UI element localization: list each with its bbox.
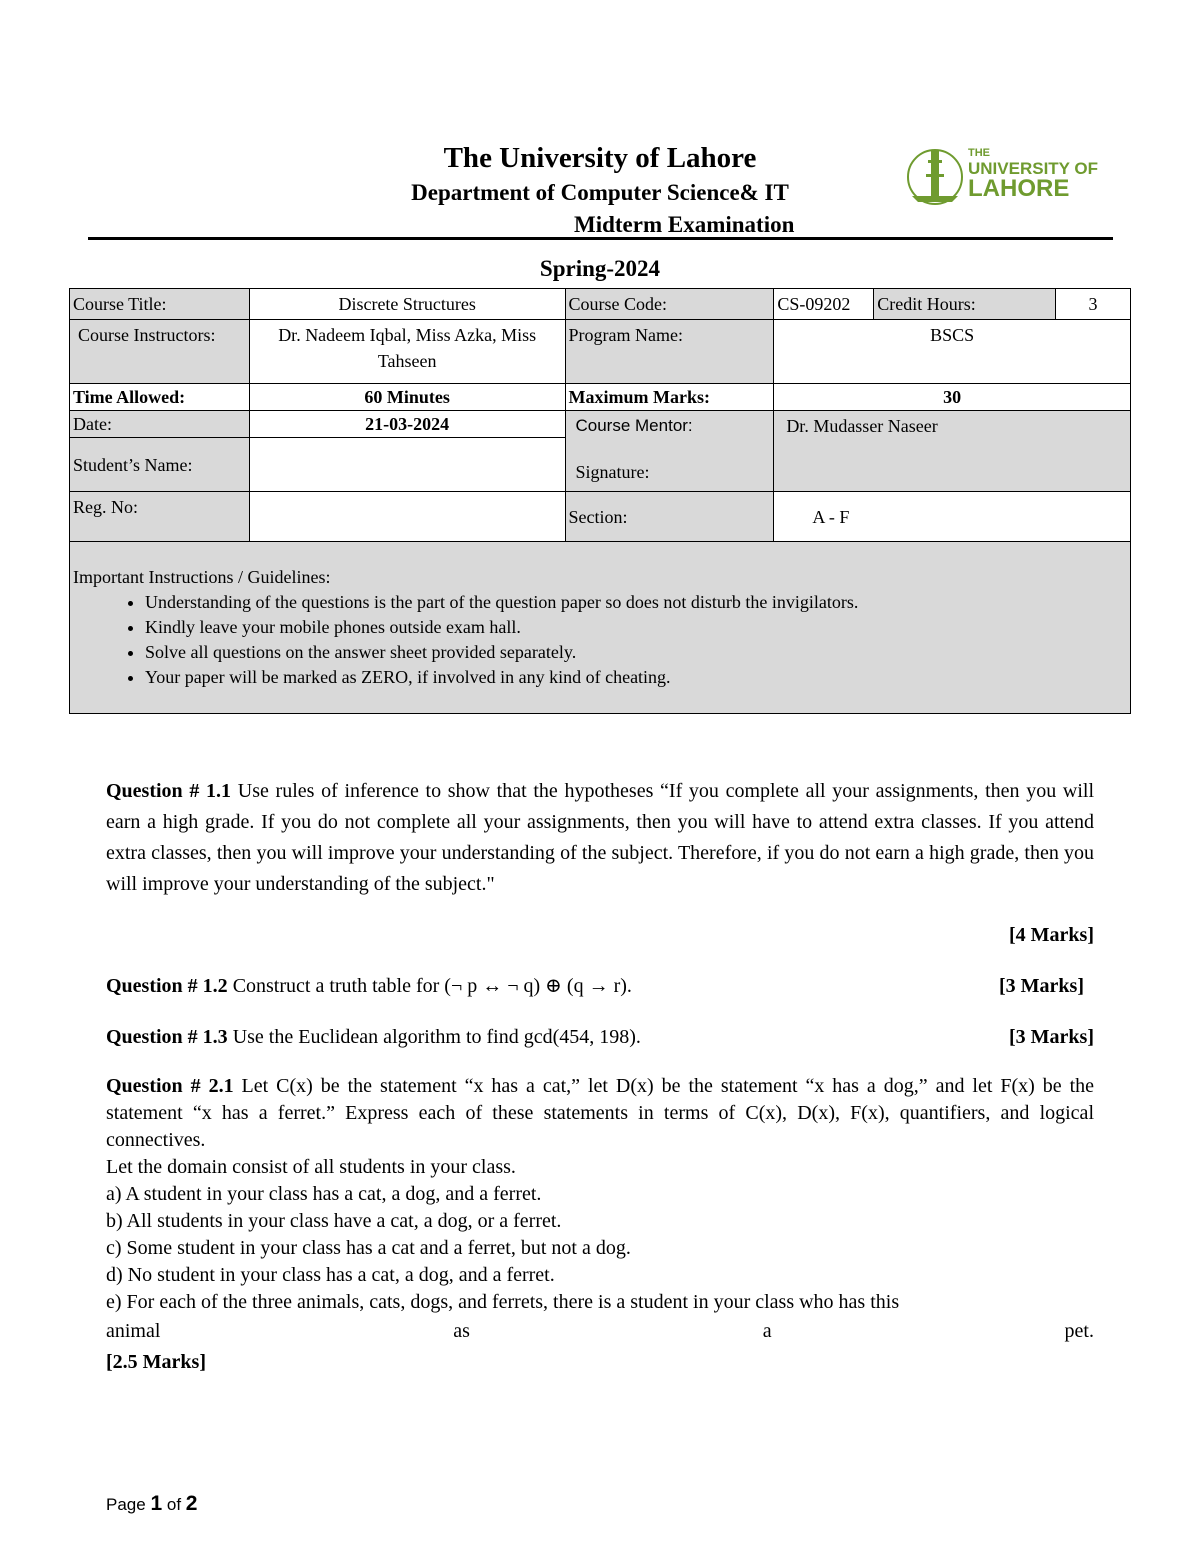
question-1-2 [106, 971, 1094, 1002]
table-row [70, 542, 1131, 714]
program-label: Program Name: [565, 320, 774, 384]
question-2-1 [106, 1073, 1094, 1378]
question-1-3 [106, 1022, 1094, 1053]
max-marks-label: Maximum Marks: [565, 384, 774, 411]
list-item: d) No student in your class has a cat, a dog, and a ferret. [106, 1264, 555, 1286]
logo-wordmark: THE UNIVERSITY OF LAHORE [968, 147, 1099, 202]
list-item: e) For each of the three animals, cats, dogs, and ferrets, there is a student in your class who has this [106, 1291, 900, 1313]
course-title-value: Discrete Structures [249, 289, 565, 320]
page-number: Page 1 of 2 [106, 1492, 198, 1515]
time-label: Time Allowed: [70, 384, 250, 411]
section-label: Section: [565, 492, 774, 542]
mentor-label: Course Mentor: [575, 416, 693, 435]
questions-section [106, 776, 1094, 1378]
header-rule [88, 237, 1113, 240]
list-item: • Solve all questions on the answer sheet provided separately. [145, 640, 1127, 665]
question-text: Use the Euclidean algorithm to find gcd(454, 198). [232, 1026, 641, 1048]
list-item: • Your paper will be marked as ZERO, if involved in any kind of cheating. [145, 665, 1127, 690]
list-item: • Kindly leave your mobile phones outside exam hall. [145, 615, 1127, 640]
credit-hours-label: Credit Hours: [874, 289, 1056, 320]
instructions-title: Important Instructions / Guidelines: [73, 567, 331, 587]
reg-no-field [249, 492, 565, 542]
list-item: c) Some student in your class has a cat and a ferret, but not a dog. [106, 1237, 631, 1259]
question-text: Construct a truth table for (¬ p ↔ ¬ q) ⊕ (q → r). [232, 975, 632, 997]
program-value: BSCS [774, 320, 1131, 384]
section-value: A - F [774, 492, 1131, 542]
term-title: Spring-2024 [539, 256, 661, 281]
credit-hours-value: 3 [1056, 289, 1131, 320]
time-value: 60 Minutes [249, 384, 565, 411]
list-item: a) A student in your class has a cat, a dog, and a ferret. [106, 1183, 542, 1205]
mentor-signature-cell [565, 411, 774, 492]
question-text: Use rules of inference to show that the hypotheses “If you complete all your assignments, then you will earn a high grade. If you do not complete all your assignments, then you will have to attend extra classes. If you attend extra classes, then you will improve your understanding of the subject. Therefore, if you do not earn a high grade, then you will improve your understanding of the subject." [106, 780, 1095, 895]
list-item: b) All students in your class have a cat, a dog, or a ferret. [106, 1210, 562, 1232]
university-title: The University of Lahore [443, 142, 757, 174]
date-label: Date: [70, 411, 250, 438]
course-code-value: CS-09202 [774, 289, 874, 320]
table-row [70, 384, 1131, 411]
table-row [70, 289, 1131, 320]
mentor-value: Dr. Mudasser Naseer [774, 411, 1131, 492]
max-marks-value: 30 [774, 384, 1131, 411]
department-title: Department of Computer Science& IT [411, 180, 789, 205]
question-2-1-marks: [2.5 Marks] [106, 1351, 206, 1373]
course-info-table [69, 288, 1131, 714]
student-name-label: Student’s Name: [70, 438, 250, 492]
minar-emblem-icon [904, 146, 966, 208]
student-name-field [249, 438, 565, 492]
course-title-label: Course Title: [70, 289, 250, 320]
question-1-3-marks: [3 Marks] [1009, 1026, 1094, 1048]
instructions-list [73, 590, 1127, 690]
date-value: 21-03-2024 [249, 411, 565, 438]
instructors-value: Dr. Nadeem Iqbal, Miss Azka, Miss Tahseen [249, 320, 565, 384]
question-1-1-marks: [4 Marks] [1009, 924, 1094, 946]
table-row [70, 411, 1131, 438]
instructions-cell [70, 542, 1131, 714]
university-logo [904, 146, 1100, 210]
question-1-1 [106, 776, 1094, 900]
question-label: Question # 2.1 [106, 1075, 234, 1097]
reg-no-label: Reg. No: [70, 492, 250, 542]
course-code-label: Course Code: [565, 289, 774, 320]
question-1-2-marks: [3 Marks] [999, 975, 1084, 997]
domain-statement: Let the domain consist of all students in your class. [106, 1156, 516, 1178]
question-label: Question # 1.1 [106, 780, 232, 802]
question-label: Question # 1.3 [106, 1026, 228, 1048]
signature-label: Signature: [575, 462, 650, 482]
question-text: Let C(x) be the statement “x has a cat,” let D(x) be the statement “x has a dog,” and let F(x) be the statement “x has a ferret.” Express each of these statements in terms of C(x), D(x), F(x), quantifiers, and logical connectives. [106, 1075, 1094, 1151]
table-row [70, 492, 1131, 542]
list-item: • Understanding of the questions is the part of the question paper so does not disturb the invigilators. [145, 590, 1127, 615]
instructors-label: Course Instructors: [70, 320, 250, 384]
question-2-1-parts [106, 1154, 1094, 1316]
part-e-last-line: animal as a pet. [106, 1320, 1094, 1342]
question-label: Question # 1.2 [106, 975, 228, 997]
table-row [70, 320, 1131, 384]
exam-title: Midterm Examination [574, 212, 795, 237]
